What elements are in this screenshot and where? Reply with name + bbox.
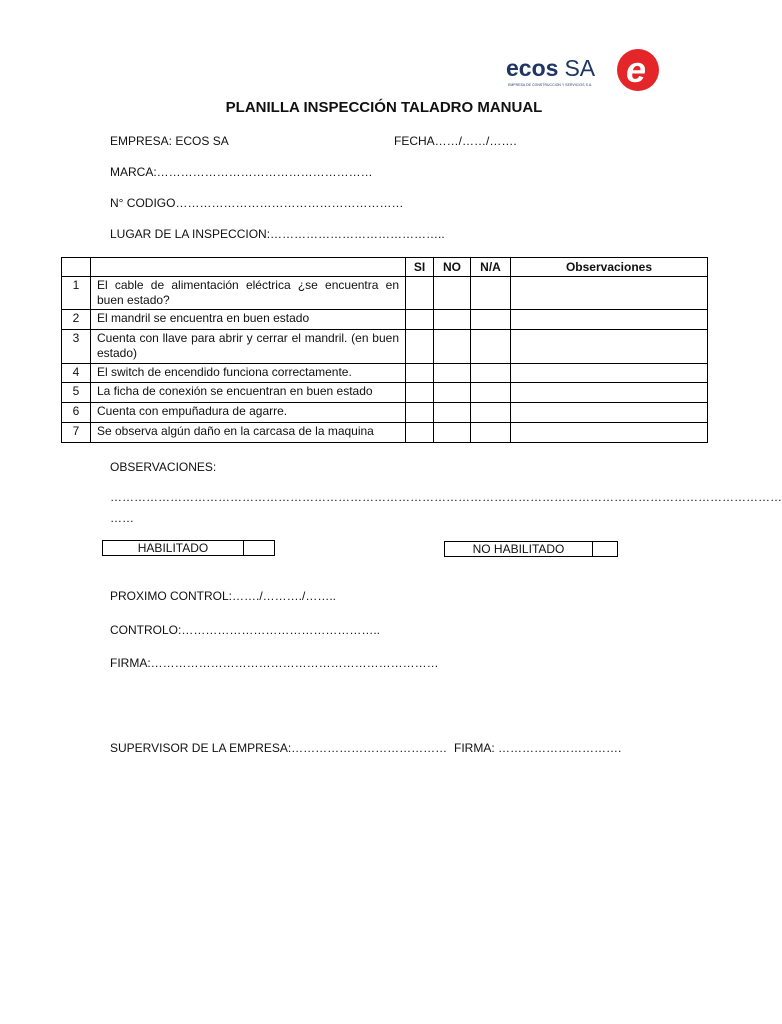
observaciones-label: OBSERVACIONES: — [110, 460, 217, 474]
logo-brand: ecos — [506, 55, 559, 81]
header-item — [91, 258, 406, 277]
marca-field: MARCA:……………………………………………… — [110, 165, 373, 179]
row-number: 6 — [62, 403, 91, 423]
controlo-field: CONTROLO:………………………………………….. — [110, 623, 381, 637]
habilitado-box — [102, 540, 275, 556]
company-logo — [506, 46, 658, 94]
no-cell[interactable] — [434, 330, 471, 364]
observaciones-cell[interactable] — [511, 330, 708, 364]
observaciones-cell[interactable] — [511, 423, 708, 443]
document-title: PLANILLA INSPECCIÓN TALADRO MANUAL — [225, 99, 543, 116]
logo-wordmark — [506, 56, 595, 80]
table-row — [62, 310, 708, 330]
na-cell[interactable] — [471, 277, 511, 310]
no-habilitado-checkbox[interactable] — [593, 542, 617, 556]
observaciones-cell[interactable] — [511, 277, 708, 310]
table-row — [62, 364, 708, 383]
row-item: Se observa algún daño en la carcasa de la maquina — [91, 423, 406, 443]
table-row — [62, 277, 708, 310]
proximo-control-field: PROXIMO CONTROL:……./………./…….. — [110, 589, 337, 603]
table-row — [62, 423, 708, 443]
na-cell[interactable] — [471, 330, 511, 364]
row-item: La ficha de conexión se encuentran en buen estado — [91, 383, 406, 403]
observaciones-cell[interactable] — [511, 403, 708, 423]
logo-emblem-letter: e — [625, 49, 647, 90]
row-number: 1 — [62, 277, 91, 310]
observaciones-cell[interactable] — [511, 364, 708, 383]
logo-tagline: EMPRESA DE CONSTRUCCION Y SERVICIOS S.A. — [508, 83, 593, 87]
si-cell[interactable] — [406, 423, 434, 443]
si-cell[interactable] — [406, 330, 434, 364]
firma-field: FIRMA:……………………………………………………………… — [110, 656, 439, 670]
habilitado-checkbox[interactable] — [244, 541, 274, 555]
header-si: SI — [406, 258, 434, 277]
row-number: 4 — [62, 364, 91, 383]
inspection-checklist-table — [61, 257, 708, 443]
na-cell[interactable] — [471, 310, 511, 330]
logo-emblem-icon — [612, 46, 660, 94]
row-item: El mandril se encuentra en buen estado — [91, 310, 406, 330]
logo-suffix: SA — [564, 55, 596, 81]
header-no: NO — [434, 258, 471, 277]
na-cell[interactable] — [471, 423, 511, 443]
lugar-field: LUGAR DE LA INSPECCION:…………………………………….. — [110, 227, 445, 241]
header-na: N/A — [471, 258, 511, 277]
fecha-field: FECHA……/……/……. — [394, 134, 517, 148]
si-cell[interactable] — [406, 403, 434, 423]
si-cell[interactable] — [406, 383, 434, 403]
si-cell[interactable] — [406, 310, 434, 330]
observaciones-line[interactable]: …………………………………………………………………………………………………………………………………………………… — [110, 490, 782, 504]
si-cell[interactable] — [406, 364, 434, 383]
supervisor-field: SUPERVISOR DE LA EMPRESA:………………………………… — [110, 741, 448, 755]
table-row — [62, 383, 708, 403]
row-item: El cable de alimentación eléctrica ¿se encuentra en buen estado? — [91, 277, 406, 310]
no-habilitado-label: NO HABILITADO — [445, 542, 593, 556]
na-cell[interactable] — [471, 403, 511, 423]
codigo-field: N° CODIGO………………………………………………… — [110, 196, 404, 210]
observaciones-cell[interactable] — [511, 310, 708, 330]
no-cell[interactable] — [434, 423, 471, 443]
empresa-field: EMPRESA: ECOS SA — [110, 134, 229, 148]
na-cell[interactable] — [471, 383, 511, 403]
no-cell[interactable] — [434, 383, 471, 403]
row-item: Cuenta con empuñadura de agarre. — [91, 403, 406, 423]
row-item: Cuenta con llave para abrir y cerrar el mandril. (en buen estado) — [91, 330, 406, 364]
supervisor-firma-field: FIRMA: …………………………. — [454, 741, 622, 755]
na-cell[interactable] — [471, 364, 511, 383]
observaciones-line-continuation: …… — [110, 511, 134, 525]
row-item: El switch de encendido funciona correctamente. — [91, 364, 406, 383]
no-habilitado-box — [444, 541, 618, 557]
row-number: 7 — [62, 423, 91, 443]
row-number: 5 — [62, 383, 91, 403]
no-cell[interactable] — [434, 403, 471, 423]
header-num — [62, 258, 91, 277]
table-row — [62, 403, 708, 423]
no-cell[interactable] — [434, 364, 471, 383]
si-cell[interactable] — [406, 277, 434, 310]
no-cell[interactable] — [434, 310, 471, 330]
table-header-row — [62, 258, 708, 277]
habilitado-label: HABILITADO — [103, 541, 244, 555]
row-number: 2 — [62, 310, 91, 330]
header-observaciones: Observaciones — [511, 258, 708, 277]
row-number: 3 — [62, 330, 91, 364]
observaciones-cell[interactable] — [511, 383, 708, 403]
table-row — [62, 330, 708, 364]
no-cell[interactable] — [434, 277, 471, 310]
